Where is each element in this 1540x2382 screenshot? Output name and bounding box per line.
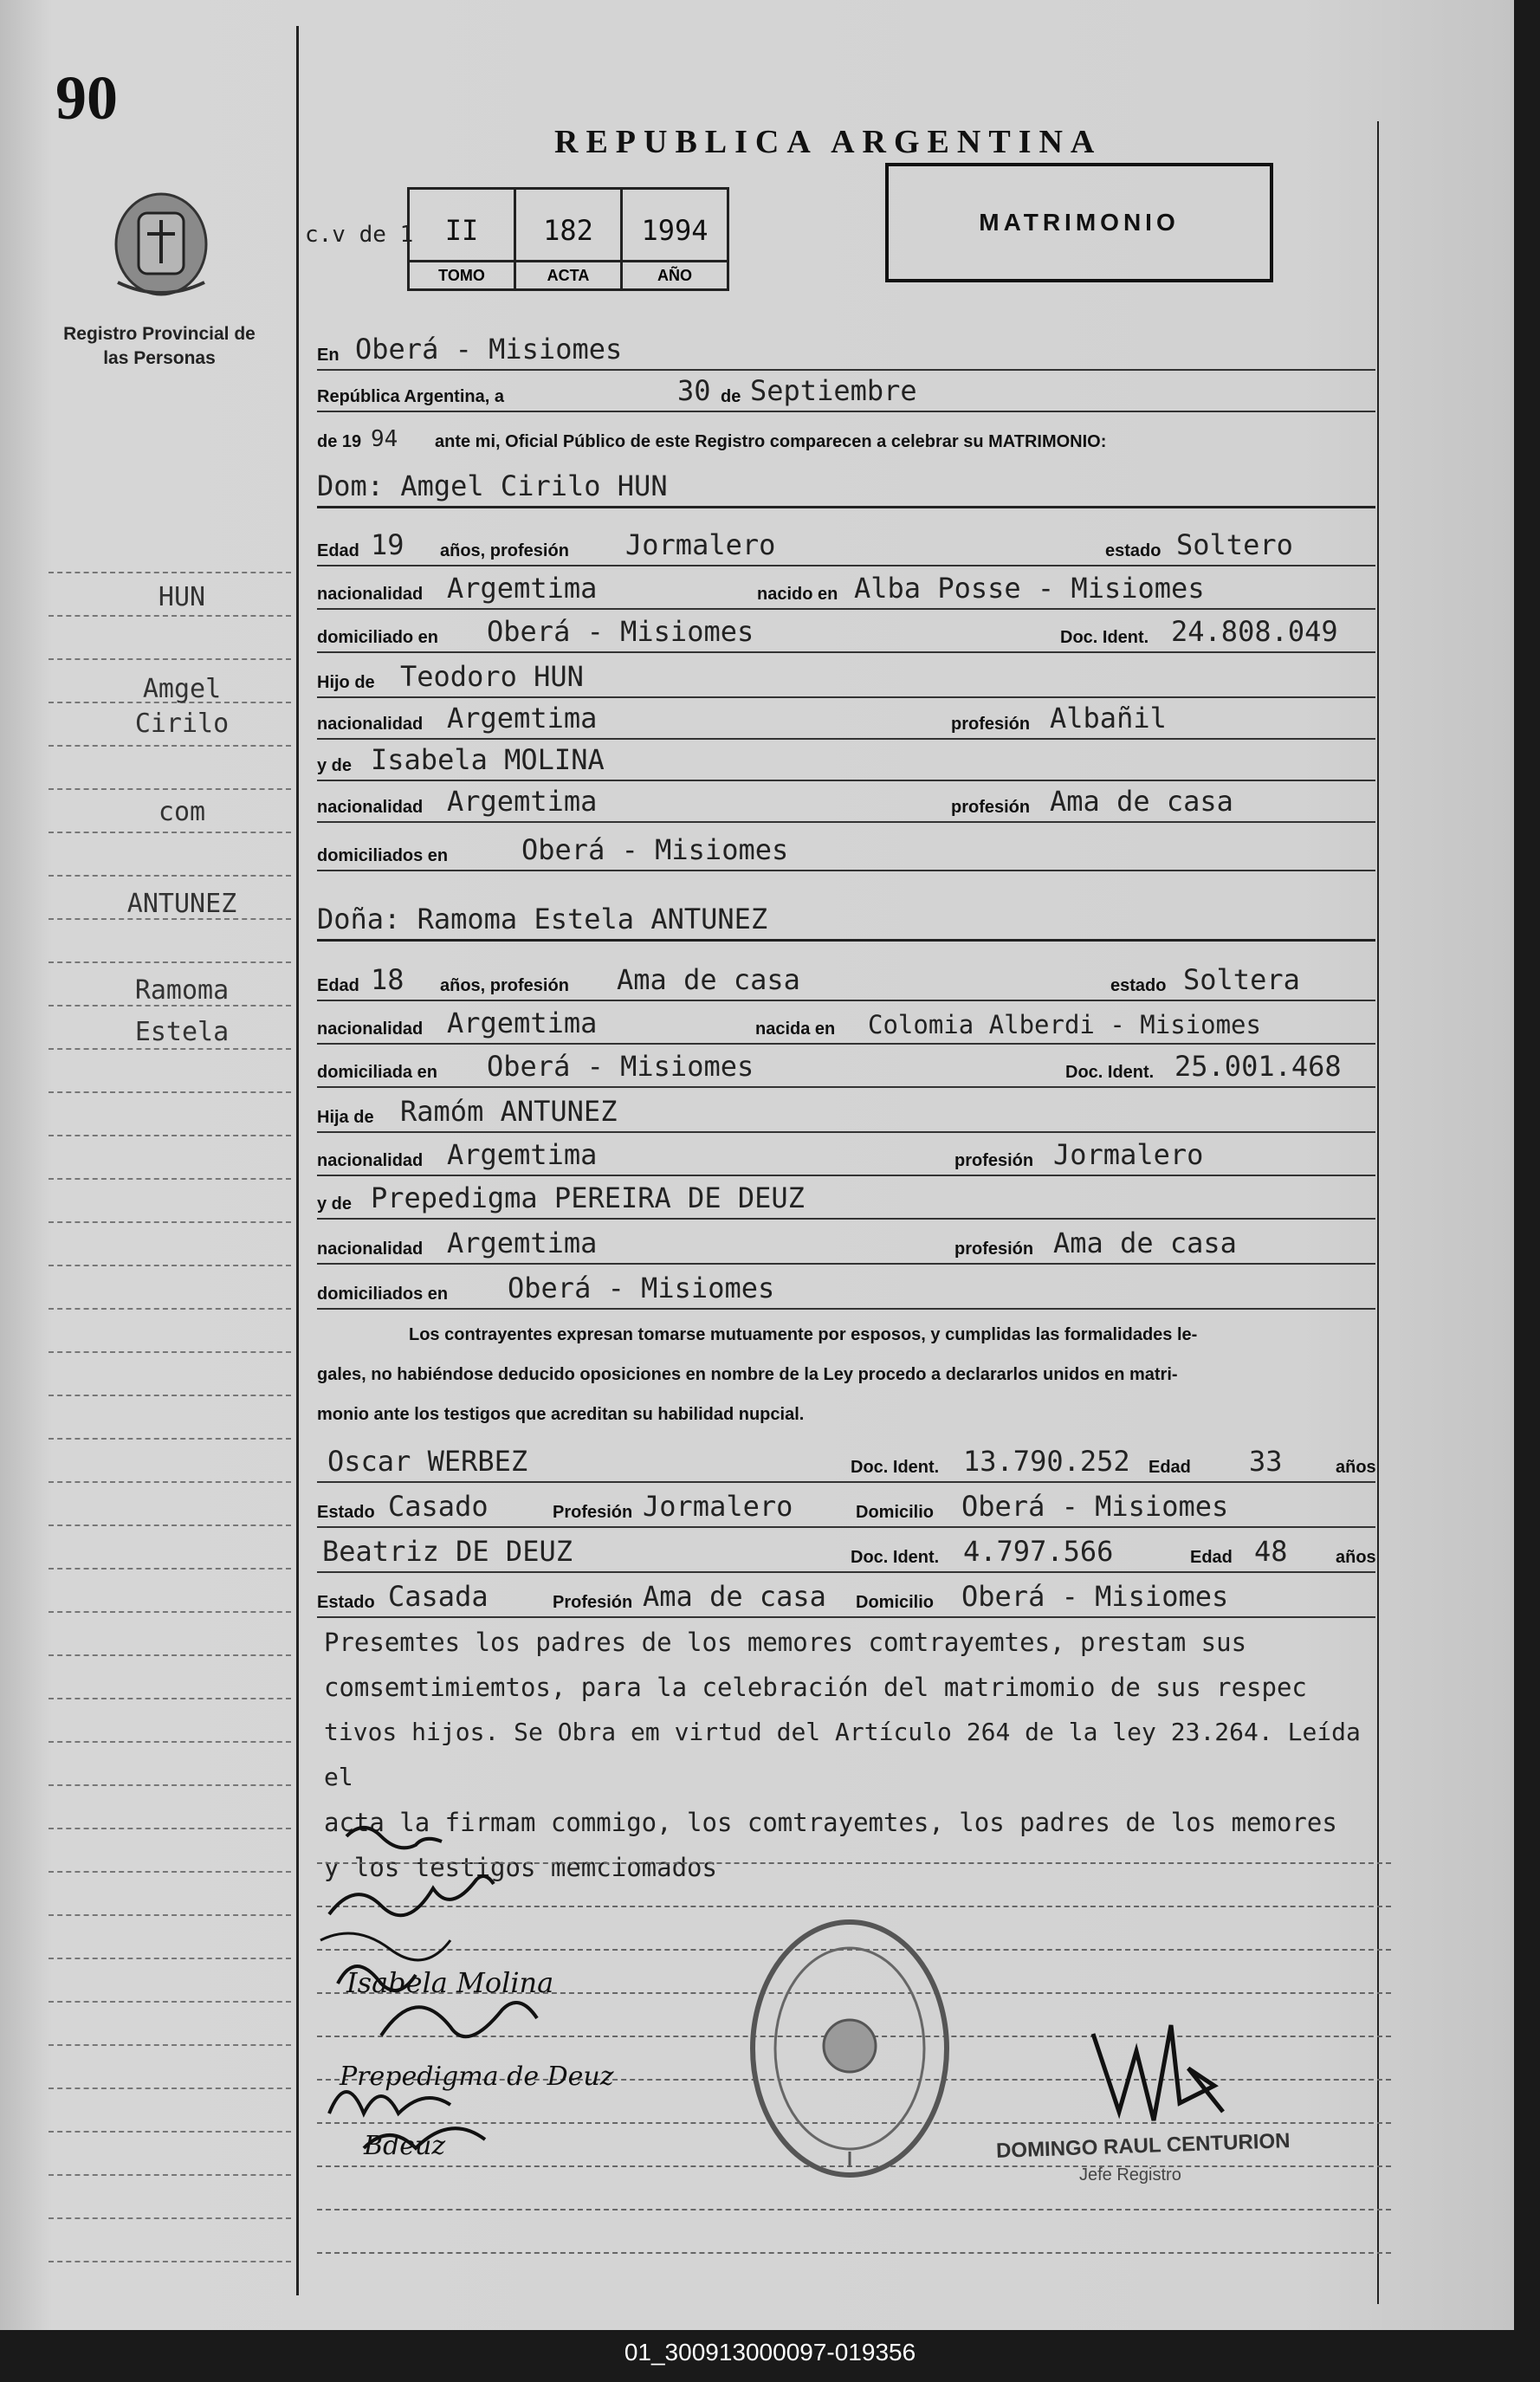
declaration-text — [317, 1315, 1382, 1434]
bride-prof-label: años, profesión — [440, 976, 569, 995]
groom-nat-row — [317, 570, 1375, 610]
margin-ruled-line — [49, 1698, 291, 1699]
margin-ruled-line — [49, 1654, 291, 1656]
groom-doc: 24.808.049 — [1171, 615, 1338, 648]
bride-father-prof: Jormalero — [1053, 1138, 1204, 1171]
groom-father-row — [317, 658, 1375, 698]
margin-ruled-line — [49, 2217, 291, 2219]
witness-1-status: Casado — [388, 1490, 489, 1523]
document-type-box: MATRIMONIO — [885, 163, 1273, 282]
groom-estado-label: estado — [1105, 541, 1161, 560]
margin-note-bride-name1: Ramoma — [134, 975, 230, 1006]
groom-parents-domicile: Oberá - Misiomes — [521, 833, 789, 866]
acta-label: ACTA — [516, 260, 620, 288]
rep-label: República Argentina, a — [317, 387, 504, 406]
witness-2-profession: Ama de casa — [643, 1580, 826, 1613]
declaration-line-2: gales, no habiéndose deducido oposiciones en nombre de la Ley procedo a declararlos unidos en matri- — [317, 1365, 1178, 1384]
witness-1-doc: 13.790.252 — [963, 1445, 1130, 1478]
intro-statement: ante mi, Oficial Público de este Registro comparecen a celebrar su MATRIMONIO: — [435, 432, 1107, 451]
witness-2-edad-label: Edad — [1190, 1548, 1233, 1567]
official-name: DOMINGO RAUL CENTURION — [995, 2129, 1291, 2163]
witness-1-doc-label: Doc. Ident. — [851, 1458, 940, 1477]
margin-ruled-line — [49, 1914, 291, 1916]
bride-doc-label: Doc. Ident. — [1065, 1063, 1155, 1082]
bride-dom-label: domiciliada en — [317, 1063, 437, 1082]
witness-1-detail-row — [317, 1488, 1375, 1528]
margin-ruled-line — [49, 745, 291, 747]
groom-profession: Jormalero — [625, 528, 776, 561]
bride-mother: Prepedigma PEREIRA DE DEUZ — [371, 1181, 805, 1214]
margin-ruled-line — [49, 832, 291, 833]
bride-yde-label: y de — [317, 1194, 353, 1214]
margin-note-bride-surname: ANTUNEZ — [126, 889, 237, 919]
margin-ruled-line — [49, 1611, 291, 1613]
page-number: 90 — [55, 63, 118, 133]
tomo-value: II — [444, 214, 479, 247]
margin-note-surname: HUN — [158, 582, 206, 612]
groom-edad-label: Edad — [317, 541, 359, 560]
witness-2-row — [317, 1533, 1375, 1573]
coat-of-arms-icon — [107, 187, 215, 300]
margin-ruled-line — [49, 1308, 291, 1310]
margin-ruled-line — [49, 615, 291, 617]
margin-ruled-line — [49, 1741, 291, 1743]
margin-note-con: com — [158, 797, 206, 827]
witness-2-age: 48 — [1254, 1535, 1288, 1568]
groom-mother-prof: Ama de casa — [1050, 785, 1233, 818]
bride-father-nat: Argemtima — [447, 1138, 598, 1171]
bride-doms-label: domiciliados en — [317, 1285, 449, 1304]
margin-ruled-line — [49, 1828, 291, 1829]
margin-ruled-line — [49, 2174, 291, 2176]
bride-doc: 25.001.468 — [1174, 1050, 1342, 1083]
groom-mother-nac-label: nacionalidad — [317, 798, 424, 817]
intro-date-row — [317, 372, 1375, 412]
official-signature — [1084, 2016, 1232, 2129]
groom-yde-label: y de — [317, 756, 353, 775]
groom-doc-label: Doc. Ident. — [1060, 628, 1149, 647]
margin-ruled-line — [49, 572, 291, 573]
margin-ruled-line — [49, 1784, 291, 1786]
margin-ruled-line — [49, 1091, 291, 1093]
groom-dom-label: domiciliado en — [317, 628, 439, 647]
groom-hijo-label: Hijo de — [317, 673, 375, 692]
groom-father-prof: Albañil — [1050, 702, 1167, 735]
official-seal-icon — [747, 1916, 953, 2181]
intro-year-row — [317, 417, 1375, 456]
groom-age: 19 — [371, 528, 404, 561]
bride-nat-row — [317, 1005, 1375, 1045]
groom-mother: Isabela MOLINA — [371, 743, 605, 776]
bride-nacida-label: nacida en — [755, 1019, 836, 1039]
margin-ruled-line — [49, 1524, 291, 1526]
ano-value: 1994 — [641, 214, 709, 247]
groom-age-row — [317, 527, 1375, 566]
acta-cell — [516, 190, 623, 288]
witness-2-dom-label: Domicilio — [856, 1593, 935, 1612]
witness-1-prof-label: Profesión — [553, 1503, 633, 1522]
bride-mother-nat-row — [317, 1225, 1375, 1265]
margin-ruled-line — [49, 2087, 291, 2089]
witness-2-domicile: Oberá - Misiomes — [961, 1580, 1229, 1613]
margin-ruled-line — [49, 2261, 291, 2262]
groom-born-in: Alba Posse - Misiomes — [854, 572, 1205, 605]
en-label: En — [317, 346, 340, 365]
bride-father-nac-label: nacionalidad — [317, 1151, 424, 1170]
intro-place: Oberá - Misiomes — [355, 333, 623, 366]
acta-value: 182 — [543, 214, 593, 247]
groom-mother-nat-row — [317, 783, 1375, 823]
lower-ruled-line — [317, 2209, 1391, 2210]
margin-ruled-line — [49, 2001, 291, 2003]
groom-mother-row — [317, 741, 1375, 781]
bride-father-nat-row — [317, 1136, 1375, 1176]
groom-name-row — [317, 468, 1375, 508]
bride-estado-label: estado — [1110, 976, 1167, 995]
margin-ruled-line — [49, 961, 291, 963]
margin-ruled-line — [49, 1438, 291, 1440]
lower-ruled-line — [317, 2252, 1391, 2254]
margin-ruled-line — [49, 1178, 291, 1180]
witness-2-name: Beatriz DE DEUZ — [322, 1535, 573, 1568]
intro-month: Septiembre — [750, 374, 917, 407]
bride-name: Doña: Ramoma Estela ANTUNEZ — [317, 903, 768, 935]
witness-1-profession: Jormalero — [643, 1490, 793, 1523]
margin-ruled-line — [49, 1135, 291, 1136]
witness-2-anos-label: años — [1336, 1548, 1376, 1567]
bride-nationality: Argemtima — [447, 1007, 598, 1039]
groom-nationality: Argemtima — [447, 572, 598, 605]
bride-mother-nac-label: nacionalidad — [317, 1240, 424, 1259]
margin-ruled-line — [49, 1871, 291, 1873]
groom-prof-label: años, profesión — [440, 541, 569, 560]
groom-father-prof-label: profesión — [951, 715, 1031, 734]
groom-father-nac-label: nacionalidad — [317, 715, 424, 734]
witness-2-doc: 4.797.566 — [963, 1535, 1114, 1568]
margin-note-name1: Amgel — [142, 674, 222, 704]
bride-hija-label: Hija de — [317, 1108, 374, 1127]
page-title: REPUBLICA ARGENTINA — [554, 124, 1103, 160]
margin-ruled-line — [49, 2131, 291, 2133]
bride-mother-prof: Ama de casa — [1053, 1227, 1237, 1259]
bride-born-in: Colomia Alberdi - Misiomes — [868, 1010, 1261, 1039]
witness-2-prof-label: Profesión — [553, 1593, 633, 1612]
witness-1-anos-label: años — [1336, 1458, 1376, 1477]
bride-mother-row — [317, 1180, 1375, 1220]
tomo-cell — [410, 190, 516, 288]
groom-mother-nat: Argemtima — [447, 785, 598, 818]
witness-1-name: Oscar WERBEZ — [327, 1445, 528, 1478]
bride-profession: Ama de casa — [617, 963, 800, 996]
witness-1-dom-label: Domicilio — [856, 1503, 935, 1522]
margin-ruled-line — [49, 1395, 291, 1396]
groom-status: Soltero — [1176, 528, 1293, 561]
bride-mother-prof-label: profesión — [954, 1240, 1034, 1259]
agency-name: Registro Provincial de las Personas — [63, 324, 256, 368]
registry-box — [407, 187, 729, 291]
bride-parents-domicile: Oberá - Misiomes — [508, 1272, 775, 1304]
witness-1-row — [317, 1443, 1375, 1483]
groom-nac-label: nacionalidad — [317, 585, 424, 604]
witness-2-detail-row — [317, 1578, 1375, 1618]
witness-2-doc-label: Doc. Ident. — [851, 1548, 940, 1567]
intro-day: 30 — [677, 374, 711, 407]
note-line-2: comsemtimiemtos, para la celebración del matrimomio de sus respec — [324, 1673, 1307, 1702]
margin-ruled-line — [49, 1221, 291, 1223]
ano-cell — [623, 190, 727, 288]
bride-nac-label: nacionalidad — [317, 1019, 424, 1039]
witness-1-domicile: Oberá - Misiomes — [961, 1490, 1229, 1523]
intro-year: 94 — [371, 426, 398, 452]
bride-edad-label: Edad — [317, 976, 359, 995]
groom-parents-dom-row — [317, 832, 1375, 871]
witness-1-edad-label: Edad — [1149, 1458, 1191, 1477]
witness-2-estado-label: Estado — [317, 1593, 375, 1612]
note-line-4: acta la firmam commigo, los comtrayemtes, los padres de los memores — [324, 1808, 1337, 1837]
bride-parents-dom-row — [317, 1270, 1375, 1310]
bride-mother-nat: Argemtima — [447, 1227, 598, 1259]
bride-name-row — [317, 901, 1375, 942]
de-label: de — [721, 387, 741, 406]
declaration-line-3: monio ante los testigos que acreditan su habilidad nupcial. — [317, 1405, 805, 1424]
groom-doms-label: domiciliados en — [317, 846, 449, 865]
margin-ruled-line — [49, 2044, 291, 2046]
ano-label: AÑO — [623, 260, 727, 288]
year-prefix: de 19 — [317, 432, 362, 451]
bride-age-row — [317, 961, 1375, 1001]
margin-ruled-line — [49, 788, 291, 790]
margin-ruled-line — [49, 1351, 291, 1353]
margin-ruled-line — [49, 1958, 291, 1959]
intro-place-row — [317, 331, 1375, 371]
margin-divider — [296, 26, 299, 2295]
note-line-1: Presemtes los padres de los memores comtrayemtes, prestam sus — [324, 1628, 1247, 1657]
official-title: Jefe Registro — [1079, 2165, 1181, 2185]
groom-father: Teodoro HUN — [400, 660, 584, 693]
margin-ruled-line — [49, 875, 291, 877]
note-line-5: y los testigos memciomados — [324, 1853, 717, 1882]
margin-ruled-line — [49, 658, 291, 660]
margin-note-name2: Cirilo — [134, 709, 230, 739]
bride-father: Ramóm ANTUNEZ — [400, 1095, 618, 1128]
tomo-label: TOMO — [410, 260, 514, 288]
witness-1-age: 33 — [1249, 1445, 1283, 1478]
bride-domicile: Oberá - Misiomes — [487, 1050, 754, 1083]
witness-1-estado-label: Estado — [317, 1503, 375, 1522]
bride-father-prof-label: profesión — [954, 1151, 1034, 1170]
margin-ruled-line — [49, 1568, 291, 1570]
signature-isabela: Isabela Molina — [346, 1966, 554, 1999]
margin-ruled-line — [49, 1265, 291, 1266]
bride-status: Soltera — [1183, 963, 1300, 996]
groom-name: Dom: Amgel Cirilo HUN — [317, 469, 668, 502]
bride-father-row — [317, 1093, 1375, 1133]
right-border — [1377, 121, 1379, 2304]
groom-domicile: Oberá - Misiomes — [487, 615, 754, 648]
margin-ruled-line — [49, 1048, 291, 1050]
signature-prepedigma: Prepedigma de Deuz — [340, 2062, 614, 2092]
margin-ruled-line — [49, 1481, 291, 1483]
groom-father-nat-row — [317, 700, 1375, 740]
cv-note: c.v de 1 — [305, 222, 414, 248]
image-id-footer: 01_300913000097-019356 — [624, 2339, 916, 2366]
bride-dom-row — [317, 1048, 1375, 1088]
witness-2-status: Casada — [388, 1580, 489, 1613]
declaration-line-1: Los contrayentes expresan tomarse mutuamente por esposos, y cumplidas las formalidades le- — [409, 1325, 1198, 1344]
signature-bdeuz: Bdeuz — [364, 2131, 446, 2161]
groom-nacido-label: nacido en — [757, 585, 838, 604]
groom-father-nat: Argemtima — [447, 702, 598, 735]
margin-note-bride-name2: Estela — [134, 1017, 230, 1047]
note-line-3: tivos hijos. Se Obra em virtud del Artículo 264 de la ley 23.264. Leída el — [324, 1718, 1361, 1791]
groom-mother-prof-label: profesión — [951, 798, 1031, 817]
bride-age: 18 — [371, 963, 404, 996]
groom-dom-row — [317, 613, 1375, 653]
